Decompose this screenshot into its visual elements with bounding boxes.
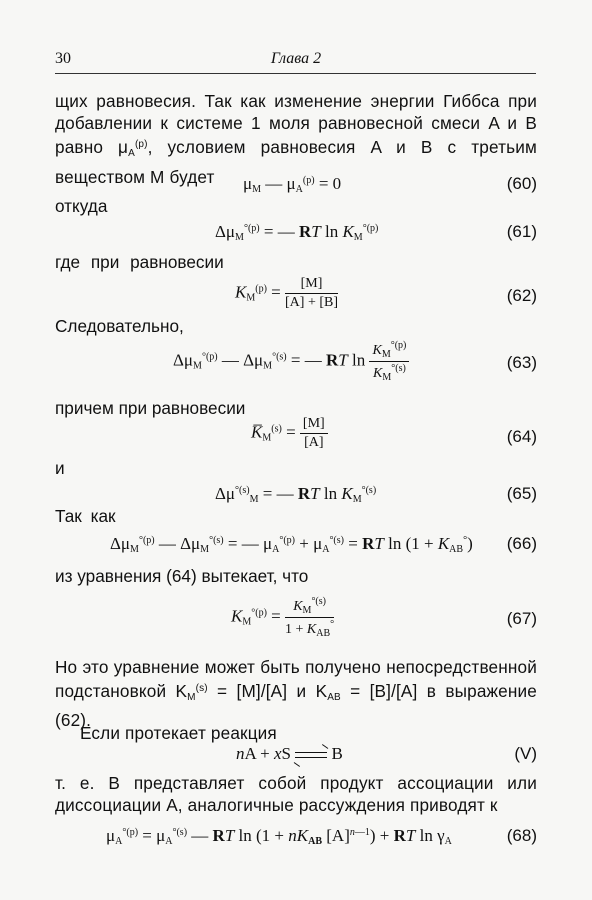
paragraph-esli: Если протекает реакция <box>80 723 277 743</box>
word-gde: где при равновесии <box>55 252 224 272</box>
word-prichem: причем при равновесии <box>55 398 246 418</box>
word-tak: Так как <box>55 506 116 526</box>
paragraph-no: Но это уравнение может быть получено непосредственной подстановкой $K_M^{(s)} = [M]/[A]$ и $K_{AB} = [B]/[A]$ в выражение (62). <box>55 657 537 731</box>
header-rule <box>55 73 536 74</box>
paragraph-te: т. е. B представляет собой продукт ассоциации или диссоциации A, аналогичные рассуждения приводят к <box>55 773 537 816</box>
running-head: Глава 2 <box>270 50 322 67</box>
word-sled: Следовательно, <box>55 316 184 336</box>
word-i: и <box>55 458 65 478</box>
paragraph-1: щих равновесия. Так как изменение энергии Гиббса при добавлении к системе 1 моля равновесной смеси A и B равно $\mu_A^{(p)}$, условием равновесия A и B с третьим веществом M будет <box>55 91 537 187</box>
word-otkuda: откуда <box>55 196 108 216</box>
page-number: 30 <box>55 50 71 67</box>
word-iz: из уравнения (64) вытекает, что <box>55 566 309 586</box>
